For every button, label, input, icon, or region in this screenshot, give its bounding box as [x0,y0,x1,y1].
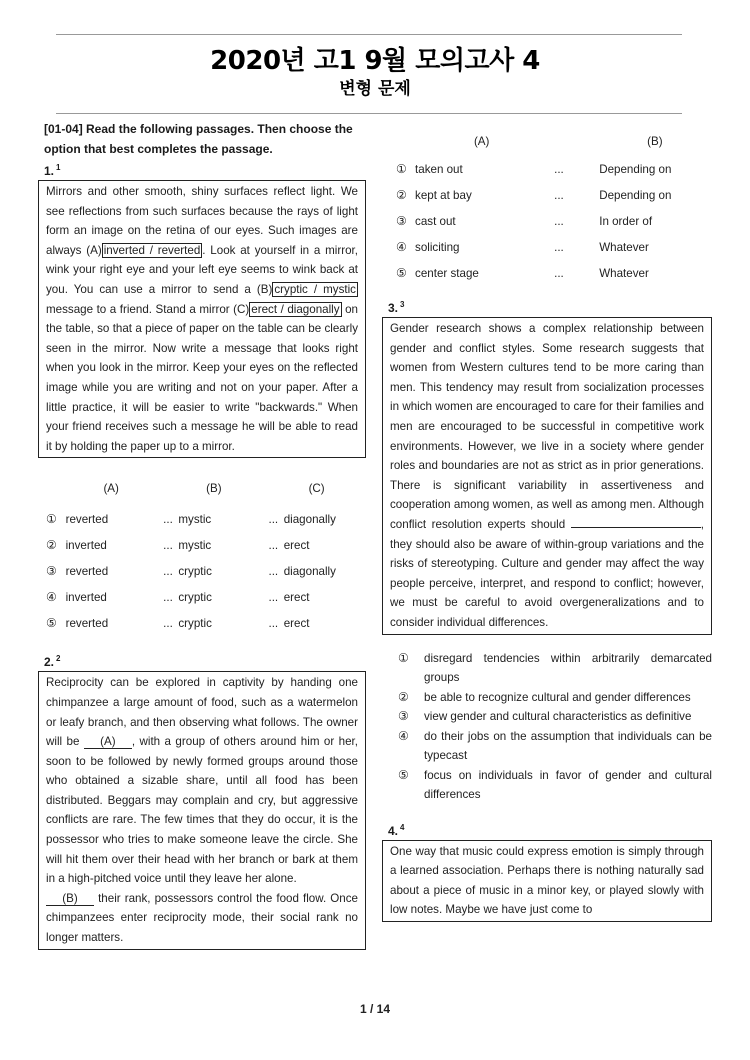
option-text: focus on individuals in favor of gender and cultural differences [424,768,712,801]
option-number: ④ [46,590,57,605]
option-b: Depending on [599,162,672,176]
separator: ... [554,240,564,254]
option-b: Whatever [599,240,649,254]
choice-box-b: cryptic / mystic [274,282,356,296]
blank [571,527,701,528]
question-1-passage: Mirrors and other smooth, shiny surfaces reflect light. We see reflections from such surfaces because the rays of light form an image on the retina of our eyes. Such images are always (A) inverted / reverted . Look at yourself in a mirror, wink your right eye and your left eye seems to wink back at you. You can use a mirror to send a (B) cryptic / mystic message to a friend. Stand a mirror (C) erect / diagonally on the table, so that a piece of paper on the table can be clearly seen in the mirror. Now write a message that looks right when you look in the mirror. Keep your eyes on the reflected image while you are writing and not on your paper. After a little practice, it will be easier to write "backwards." When your friend receives such a message he will be able to read it by holding the paper up to a mirror. [38,180,366,458]
option-c: erect [283,616,310,630]
choice-box-a: inverted / reverted [103,243,201,257]
option-row[interactable] [396,182,712,208]
separator: ... [268,512,279,526]
option-number: ③ [46,564,57,579]
options-header [46,470,366,506]
option-text: be able to recognize cultural and gender differences [424,690,691,704]
question-3-number: 3. $^3$ [388,300,405,315]
option-row[interactable] [46,610,366,636]
option-row[interactable] [46,558,366,584]
option-number: ③ [396,214,407,228]
separator: ... [268,616,279,630]
option-b: In order of [599,214,653,228]
option-c: diagonally [283,564,336,578]
option-c: erect [283,538,310,552]
option-c: erect [283,590,310,604]
option-c: diagonally [283,512,336,526]
header-a: (A) [473,134,490,148]
right-column [382,118,712,922]
separator: ... [163,564,173,578]
blank-a: (A) [84,735,132,749]
option-a: reverted [65,512,109,526]
question-1-options [46,470,366,636]
option-row[interactable] [396,234,712,260]
question-2-number: 2. $^2$ [44,654,61,670]
footnote-ref: 1 [56,163,61,172]
page-subtitle: 변형 문제 [339,79,411,99]
option-row[interactable] [46,532,366,558]
separator: ... [163,538,173,552]
separator: ... [163,512,173,526]
option-text: view gender and cultural characteristics as definitive [424,710,692,723]
separator: ... [268,590,279,604]
separator: ... [163,616,173,630]
option-a: inverted [65,538,107,552]
question-2-options [396,126,712,286]
separator: ... [268,564,279,578]
option-text: disregard tendencies within arbitrarily demarcated groups [424,651,712,684]
question-3-passage: Gender research shows a complex relationship between gender and conflict styles. Some research suggests that women from Western cultures tend to be more caring than men. This tendency may result from socialization processes in which women are encouraged to care for their families and men are encouraged to be successful in competitive work environments. However, we live in a society where gender roles and boundaries are not as strict as in prior generations. There is significant variability in assertiveness and cooperation among women, as well as among men. Although conflict resolution experts should , they should also be aware of within-group variations and the risks of stereotyping. Culture and gender may affect the way people perceive, interpret, and respond to conflict; however, we must be careful to avoid overgeneralizations and to consider individual differences. [382,317,712,635]
footnote-ref: 2 [56,654,61,664]
question-4-passage: One way that music could express emotion is simply through a learned association. Perhaps there is nothing naturally sad about a piece of music in a minor key, or played slowly with low notes. Maybe we have just come to [382,840,712,922]
option-row[interactable] [396,208,712,234]
option-a: soliciting [415,240,460,254]
footnote-ref: 4 [400,822,405,832]
option-number: ④ [396,240,407,254]
separator: ... [554,214,564,228]
separator: ... [554,162,564,176]
blank-b: (B) [46,892,94,906]
separator: ... [163,590,173,604]
option-number: ② [396,188,407,202]
option-a: inverted [65,590,107,604]
page-title: 2020년 고1 9월 모의고사 4 [210,46,540,76]
separator: ... [554,266,564,280]
option-b: Depending on [599,188,672,202]
header-b: (B) [647,134,663,148]
left-column [38,118,366,950]
choice-box-c: erect / diagonally [251,302,340,316]
question-3-options [398,649,712,805]
question-1-number: 1. $^1$ [44,163,61,178]
option-row[interactable] [398,727,712,766]
footnote-ref: 3 [400,300,405,309]
option-row[interactable] [396,260,712,286]
option-number: ⑤ [398,767,409,782]
header-a: (A) [103,481,119,495]
option-a: kept at bay [415,188,472,202]
option-number: ① [396,162,407,176]
header-rule-bottom [56,113,682,114]
option-b: cryptic [178,564,212,578]
option-row[interactable] [398,766,712,805]
option-number: ② [398,689,409,704]
option-number: ⑤ [396,266,407,280]
option-a: reverted [65,564,109,578]
option-a: cast out [415,214,456,228]
option-number: ② [46,538,57,553]
option-number: ④ [398,728,409,743]
instructions: [01-04] Read the following passages. Then choose the option that best completes the passage. [44,122,353,156]
options-header [396,126,712,156]
option-row[interactable] [46,506,366,532]
option-row[interactable] [398,707,712,727]
header-b: (B) [206,481,222,495]
header-rule-top [56,34,682,35]
option-number: ① [398,650,409,665]
option-number: ③ [398,709,409,723]
option-a: taken out [415,162,463,176]
option-b: mystic [178,512,212,526]
question-2-passage: Reciprocity can be explored in captivity by handing one chimpanzee a large amount of food, such as a watermelon or leafy branch, and then observing what follows. The owner will be (A) , with a group of others around him or her, soon to be followed by newly formed groups around those who obtained a sizable share, until all food has been distributed. Beggars may complain and cry, but aggressive conflicts are rare. The few times that they do occur, it is the possessor who tries to make someone leave the circle. She will hit them over their head with her branch or bark at them in a high-pitched voice until they leave her alone. (B) their rank, possessors control the food flow. Once chimpanzees enter reciprocity mode, their social rank no longer matters. [38,671,366,949]
option-row[interactable] [46,584,366,610]
option-b: cryptic [178,616,212,630]
header-c: (C) [308,481,325,495]
option-a: reverted [65,616,109,630]
separator: ... [268,538,279,552]
option-b: cryptic [178,590,212,604]
option-number: ① [46,512,57,527]
option-b: Whatever [599,266,649,280]
option-a: center stage [415,266,479,280]
option-number: ⑤ [46,616,57,631]
question-4-number: 4. $^4$ [388,822,405,838]
option-row[interactable] [396,156,712,182]
option-row[interactable] [398,649,712,688]
option-text: do their jobs on the assumption that individuals can be typecast [424,729,712,762]
option-row[interactable] [398,688,712,708]
option-b: mystic [178,538,212,552]
page-indicator: 1 / 14 [359,1002,391,1016]
separator: ... [554,188,564,202]
